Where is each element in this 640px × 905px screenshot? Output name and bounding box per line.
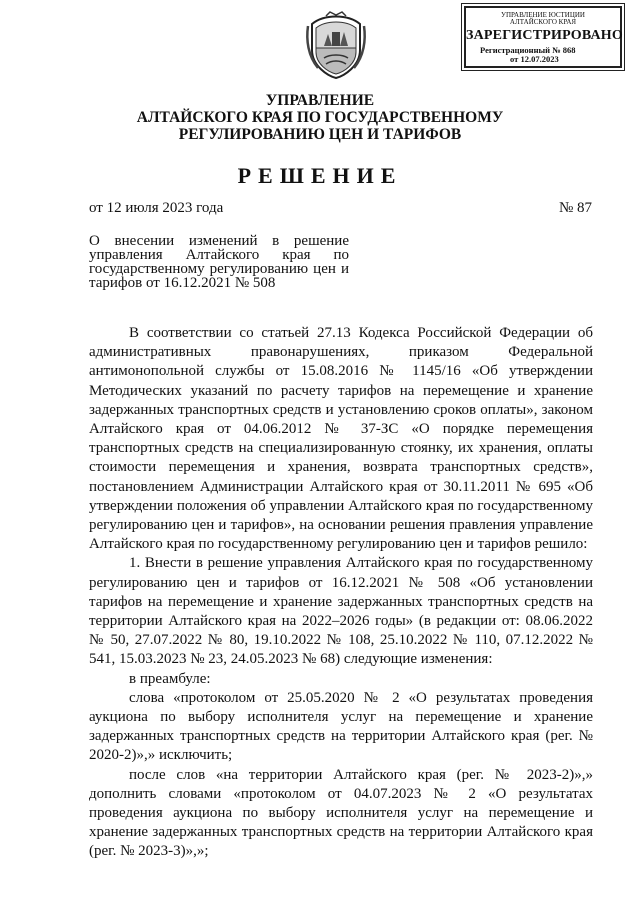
document-body: [89, 324, 593, 862]
paragraph-exclude-words: слова «протоколом от 25.05.2020 № 2 «О результатах проведения аукциона по выбору исполнителя услуг на перемещение и хранение задержанных транспортных средств на территории Алтайского края (рег. № 2020-2)»,» исключить;: [89, 689, 593, 764]
paragraph-preamble: В соответствии со статьей 27.13 Кодекса Российской Федерации об административных правонарушениях, приказом Федеральной антимонопольной службы от 15.08.2016 № 1145/16 «Об утверждении Методических указаний по расчету тарифов на перемещение и хранение задержанных транспортных средств и установлению сроков оплаты», законом Алтайского края от 04.06.2012 № 37-ЗС «О порядке перемещения транспортных средств на специализированную стоянку, их хранения, оплаты стоимости перемещения и хранения, возврата транспортных средств», постановлением Администрации Алтайского края от 30.11.2011 № 695 «Об утверждении положения об управлении Алтайского края по государственному регулированию цен и тарифов», на основании решения правления управление Алтайского края по государственному регулированию цен и тарифов решило:: [89, 325, 593, 553]
decision-number: № 87: [558, 200, 592, 216]
agency-header: [0, 92, 640, 143]
paragraph-preamble-heading: в преамбуле:: [129, 670, 211, 687]
decision-subject: О внесении изменений в решение управления Алтайского края по государственному регулированию цен и тарифов от 16.12.2021 № 508: [89, 233, 349, 291]
stamp-title: ЗАРЕГИСТРИРОВАНО: [466, 27, 623, 43]
agency-line-2: АЛТАЙСКОГО КРАЯ ПО ГОСУДАРСТВЕННОМУ: [136, 109, 504, 126]
registration-stamp: [464, 6, 622, 68]
stamp-line-1: УПРАВЛЕНИЕ ЮСТИЦИИ: [501, 11, 585, 19]
paragraph-item-1: 1. Внести в решение управления Алтайского края по государственному регулированию цен и тарифов от 16.12.2021 № 508 «Об установлении тарифов на перемещение и хранение задержанных транспортных средств на территории Алтайского края на 2022–2026 годы» (в редакции от: 08.06.2022 № 50, 27.07.2022 № 80, 19.10.2022 № 108, 25.10.2022 № 110, 07.12.2022 № 541, 15.03.2023 № 23, 24.05.2023 № 68) следующие изменения:: [89, 555, 593, 668]
agency-line-3: РЕГУЛИРОВАНИЮ ЦЕН И ТАРИФОВ: [178, 126, 462, 143]
agency-line-1: УПРАВЛЕНИЕ: [265, 92, 375, 109]
coat-of-arms-icon: [304, 10, 368, 80]
stamp-reg-number: Регистрационный № 868: [480, 45, 576, 56]
paragraph-add-words: после слов «на территории Алтайского края (рег. № 2023-2)»,» дополнить словами «протоколом от 04.07.2023 № 2 «О результатах проведения аукциона по выбору исполнителя услуг на перемещение и хранение задержанных транспортных средств на территории Алтайского края (рег. № 2023-3)»,»;: [89, 766, 593, 860]
stamp-line-2: АЛТАЙСКОГО КРАЯ: [509, 18, 577, 27]
document-type-title: РЕШЕНИЕ: [237, 163, 403, 188]
stamp-date: от 12.07.2023: [510, 54, 559, 65]
decision-date: от 12 июля 2023 года: [89, 200, 224, 216]
